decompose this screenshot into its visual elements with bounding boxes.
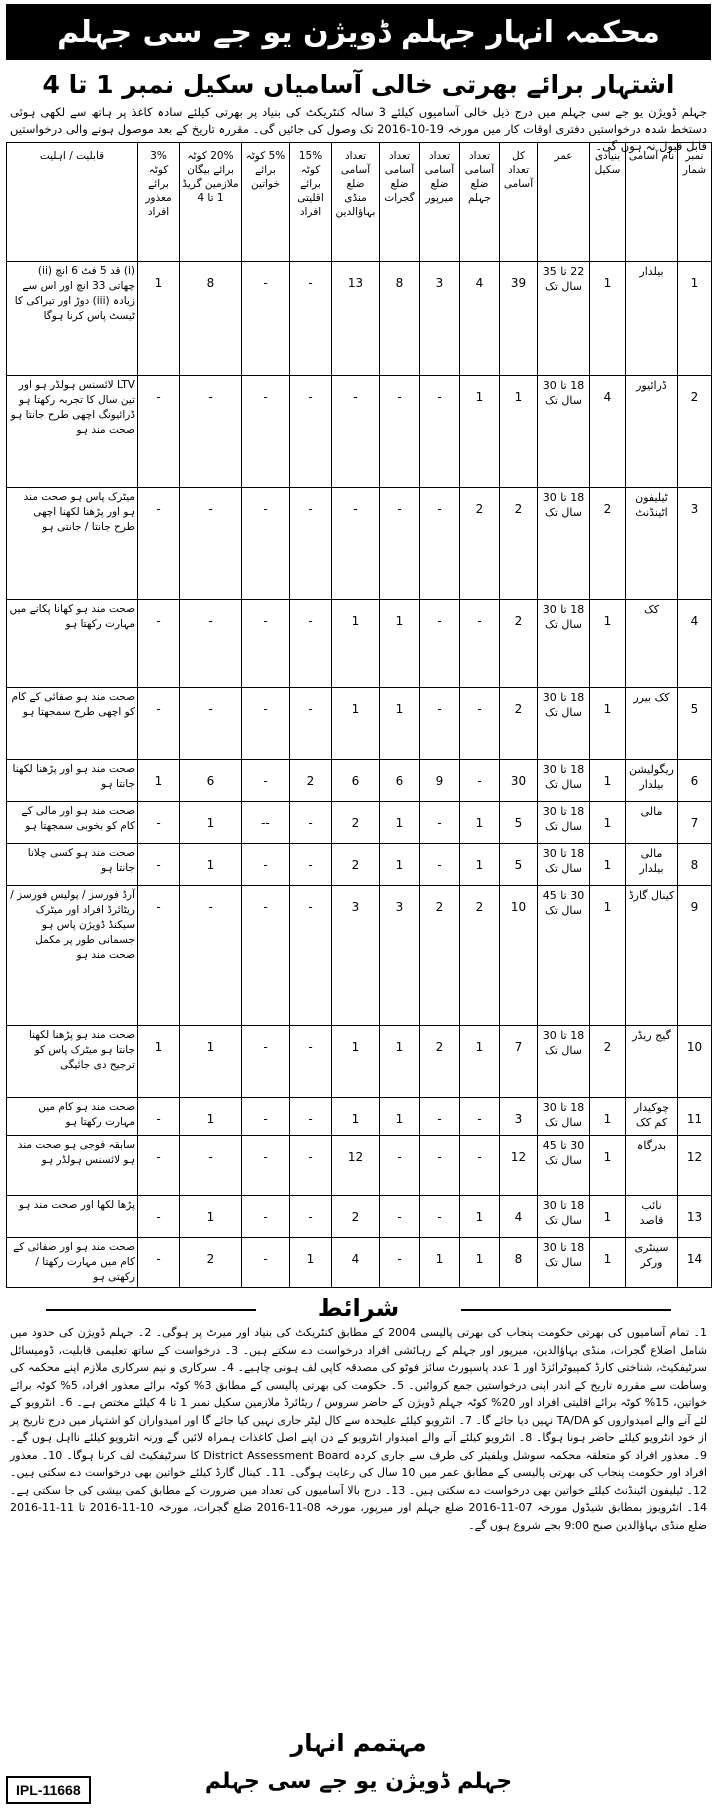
cell-jhelum: - — [460, 1098, 500, 1136]
cell-widows: 1 — [180, 1026, 242, 1098]
cell-gujrat: - — [380, 488, 420, 600]
table-row — [7, 1136, 712, 1196]
cell-qual: صحت مند ہو اور پڑھنا لکھنا جانتا ہو — [7, 760, 138, 802]
cell-widows: 1 — [180, 1098, 242, 1136]
header-sr: نمبر شمار — [678, 143, 712, 262]
cell-mbd: 1 — [332, 600, 380, 688]
table-row — [7, 1026, 712, 1098]
cell-sr: 4 — [678, 600, 712, 688]
cell-qual: پڑھا لکھا اور صحت مند ہو — [7, 1196, 138, 1238]
cell-scale: 4 — [590, 376, 626, 488]
cell-total: 2 — [500, 600, 538, 688]
cell-jhelum: 1 — [460, 1196, 500, 1238]
cell-total: 7 — [500, 1026, 538, 1098]
cell-sr: 6 — [678, 760, 712, 802]
cell-minority: - — [290, 1136, 332, 1196]
cell-mirpur: - — [420, 688, 460, 760]
cell-total: 5 — [500, 802, 538, 844]
cell-disabled: - — [138, 1238, 180, 1288]
cell-disabled: - — [138, 600, 180, 688]
table-row — [7, 1098, 712, 1136]
cell-mbd: - — [332, 376, 380, 488]
cell-mbd: 12 — [332, 1136, 380, 1196]
cell-mbd: 2 — [332, 802, 380, 844]
cell-minority: - — [290, 1098, 332, 1136]
cell-scale: 1 — [590, 844, 626, 886]
cell-mirpur: - — [420, 1098, 460, 1136]
cell-women: - — [242, 886, 290, 1026]
cell-post: بدرگاہ — [626, 1136, 678, 1196]
header-post: نام آسامی — [626, 143, 678, 262]
cell-gujrat: 6 — [380, 760, 420, 802]
cell-women: -- — [242, 802, 290, 844]
cell-women: - — [242, 262, 290, 376]
cell-jhelum: - — [460, 760, 500, 802]
table-row — [7, 600, 712, 688]
cell-post: کک — [626, 600, 678, 688]
cell-women: - — [242, 1238, 290, 1288]
cell-sr: 8 — [678, 844, 712, 886]
cell-mirpur: 1 — [420, 1238, 460, 1288]
cell-gujrat: 1 — [380, 688, 420, 760]
cell-women: - — [242, 600, 290, 688]
cell-scale: 1 — [590, 1136, 626, 1196]
cell-mirpur: - — [420, 802, 460, 844]
cell-mirpur: 9 — [420, 760, 460, 802]
cell-jhelum: 1 — [460, 1026, 500, 1098]
table-header-row — [7, 143, 712, 262]
cell-scale: 2 — [590, 1026, 626, 1098]
cell-disabled: - — [138, 802, 180, 844]
cell-minority: 1 — [290, 1238, 332, 1288]
header-qualification: قابلیت / اہلیت — [7, 143, 138, 262]
cell-qual: صحت مند ہو پڑھنا لکھنا جانتا ہو میٹرک پاس کو ترجیح دی جائیگی — [7, 1026, 138, 1098]
cell-mbd: 2 — [332, 1196, 380, 1238]
table-row — [7, 1196, 712, 1238]
cell-mirpur: 3 — [420, 262, 460, 376]
cell-total: 30 — [500, 760, 538, 802]
cell-qual: صحت مند ہو صفائی کے کام کو اچھی طرح سمجھتا ہو — [7, 688, 138, 760]
cell-sr: 13 — [678, 1196, 712, 1238]
cell-age: 18 تا 30 سال تک — [538, 760, 590, 802]
cell-scale: 1 — [590, 600, 626, 688]
cell-women: - — [242, 1196, 290, 1238]
cell-gujrat: - — [380, 1238, 420, 1288]
header-disabled-quota: 3% کوٹہ برائے معذور افراد — [138, 143, 180, 262]
cell-gujrat: 1 — [380, 1098, 420, 1136]
cell-disabled: - — [138, 376, 180, 488]
cell-scale: 1 — [590, 1196, 626, 1238]
cell-qual: صحت مند ہو اور صفائی کے کام میں مہارت رکھتا / رکھتی ہو — [7, 1238, 138, 1288]
cell-qual: آرڈ فورسز / پولیس فورسز / ریٹائرڈ افراد اور میٹرک سیکنڈ ڈویژن پاس ہو جسمانی طور پر مکمل صحت مند ہو — [7, 886, 138, 1026]
table-row — [7, 760, 712, 802]
cell-minority: - — [290, 1026, 332, 1098]
cell-widows: - — [180, 688, 242, 760]
cell-age: 18 تا 30 سال تک — [538, 1196, 590, 1238]
cell-disabled: - — [138, 1196, 180, 1238]
cell-qual: صحت مند ہو اور مالی کے کام کو بخوبی سمجھتا ہو — [7, 802, 138, 844]
header-minority-quota: 15% کوٹہ برائے اقلیتی افراد — [290, 143, 332, 262]
cell-scale: 1 — [590, 1098, 626, 1136]
cell-post: بیلدار — [626, 262, 678, 376]
header-widows-quota: 20% کوٹہ برائے بیگان ملازمین گریڈ 1 تا 4 — [180, 143, 242, 262]
cell-qual: LTV لائسنس ہولڈر ہو اور تین سال کا تجربہ رکھتا ہو ڈرائیونگ اچھی طرح جانتا ہو صحت مند ہو — [7, 376, 138, 488]
cell-post: چوکیدار کم کک — [626, 1098, 678, 1136]
cell-women: - — [242, 1026, 290, 1098]
cell-minority: - — [290, 886, 332, 1026]
cell-sr: 2 — [678, 376, 712, 488]
cell-minority: - — [290, 488, 332, 600]
cell-age: 18 تا 30 سال تک — [538, 1238, 590, 1288]
cell-jhelum: 4 — [460, 262, 500, 376]
cell-minority: - — [290, 802, 332, 844]
cell-age: 18 تا 30 سال تک — [538, 376, 590, 488]
cell-sr: 9 — [678, 886, 712, 1026]
cell-minority: - — [290, 600, 332, 688]
cell-jhelum: 1 — [460, 802, 500, 844]
cell-qual: صحت مند ہو کھانا پکانے میں مہارت رکھتا ہو — [7, 600, 138, 688]
cell-minority: - — [290, 376, 332, 488]
cell-post: مالی — [626, 802, 678, 844]
signature-title: مہتمم انہار — [290, 1729, 427, 1757]
cell-widows: - — [180, 886, 242, 1026]
header-mandi-bahauddin: تعداد آسامی ضلع منڈی بہاؤالدین — [332, 143, 380, 262]
cell-disabled: 1 — [138, 760, 180, 802]
cell-gujrat: 1 — [380, 844, 420, 886]
vacancy-table — [6, 142, 712, 1288]
cell-sr: 10 — [678, 1026, 712, 1098]
cell-jhelum: 1 — [460, 376, 500, 488]
cell-qual: صحت مند ہو کسی چلانا جانتا ہو — [7, 844, 138, 886]
table-row — [7, 488, 712, 600]
cell-widows: 1 — [180, 802, 242, 844]
cell-jhelum: 1 — [460, 844, 500, 886]
cell-sr: 11 — [678, 1098, 712, 1136]
cell-post: ٹیلیفون اٹینڈنٹ — [626, 488, 678, 600]
cell-scale: 1 — [590, 886, 626, 1026]
cell-disabled: - — [138, 844, 180, 886]
reference-number: IPL-11668 — [6, 1776, 91, 1804]
cell-widows: 8 — [180, 262, 242, 376]
cell-sr: 1 — [678, 262, 712, 376]
cell-women: - — [242, 1136, 290, 1196]
cell-total: 1 — [500, 376, 538, 488]
cell-gujrat: 8 — [380, 262, 420, 376]
cell-jhelum: 2 — [460, 488, 500, 600]
cell-jhelum: 2 — [460, 886, 500, 1026]
cell-age: 18 تا 30 سال تک — [538, 1098, 590, 1136]
cell-widows: 6 — [180, 760, 242, 802]
cell-women: - — [242, 488, 290, 600]
table-row — [7, 376, 712, 488]
cell-total: 10 — [500, 886, 538, 1026]
cell-jhelum: 1 — [460, 1238, 500, 1288]
cell-women: - — [242, 688, 290, 760]
cell-qual: سابقہ فوجی ہو صحت مند ہو لائسنس ہولڈر ہو — [7, 1136, 138, 1196]
cell-minority: - — [290, 262, 332, 376]
cell-scale: 1 — [590, 688, 626, 760]
cell-women: - — [242, 760, 290, 802]
signature-office: جہلم ڈویژن یو جے سی جہلم — [204, 1769, 513, 1794]
cell-qual: میٹرک پاس ہو صحت مند ہو اور پڑھنا لکھنا اچھی طرح جانتا / جانتی ہو — [7, 488, 138, 600]
cell-post: سینٹری ورکر — [626, 1238, 678, 1288]
cell-age: 18 تا 30 سال تک — [538, 688, 590, 760]
intro-paragraph: جہلم ڈویژن یو جے سی جہلم میں درج ذیل خالی آسامیوں کیلئے 3 سالہ کنٹریکٹ کی بنیاد پر بھرتی کیلئے سادہ کاغذ پر ہاتھ سے لکھی ہوئی دستخط شدہ درخواستیں دفتری اوقات کار میں مورخہ 19-10-2016 تک وصول کی جائیں گی۔ مقررہ تاریخ کے بعد موصول ہونے والی درخواستیں قابل قبول نہ ہوں گی۔ — [10, 105, 707, 153]
cell-disabled: - — [138, 1136, 180, 1196]
cell-sr: 3 — [678, 488, 712, 600]
cell-minority: - — [290, 688, 332, 760]
cell-mbd: 2 — [332, 844, 380, 886]
header-jhelum: تعداد آسامی ضلع جہلم — [460, 143, 500, 262]
cell-scale: 2 — [590, 488, 626, 600]
cell-total: 12 — [500, 1136, 538, 1196]
cell-age: 18 تا 30 سال تک — [538, 844, 590, 886]
cell-sr: 14 — [678, 1238, 712, 1288]
cell-age: 18 تا 30 سال تک — [538, 1026, 590, 1098]
cell-disabled: - — [138, 688, 180, 760]
cell-mbd: 1 — [332, 1098, 380, 1136]
cell-age: 18 تا 30 سال تک — [538, 802, 590, 844]
table-row — [7, 1238, 712, 1288]
cell-disabled: - — [138, 1098, 180, 1136]
cell-women: - — [242, 844, 290, 886]
cell-widows: 1 — [180, 844, 242, 886]
cell-mirpur: 2 — [420, 886, 460, 1026]
cell-sr: 7 — [678, 802, 712, 844]
header-mirpur: تعداد آسامی ضلع میرپور — [420, 143, 460, 262]
cell-widows: - — [180, 1136, 242, 1196]
cell-post: کک بیرر — [626, 688, 678, 760]
cell-sr: 12 — [678, 1136, 712, 1196]
cell-total: 8 — [500, 1238, 538, 1288]
cell-total: 2 — [500, 688, 538, 760]
cell-total: 3 — [500, 1098, 538, 1136]
cell-total: 4 — [500, 1196, 538, 1238]
cell-jhelum: - — [460, 688, 500, 760]
table-row — [7, 688, 712, 760]
cell-mirpur: - — [420, 600, 460, 688]
cell-minority: - — [290, 844, 332, 886]
header-total: کل تعداد آسامی — [500, 143, 538, 262]
cell-age: 30 تا 45 سال تک — [538, 886, 590, 1026]
cell-scale: 1 — [590, 1238, 626, 1288]
cell-post: ریگولیشن بیلدار — [626, 760, 678, 802]
cell-post: کینال گارڈ — [626, 886, 678, 1026]
cell-age: 30 تا 45 سال تک — [538, 1136, 590, 1196]
cell-disabled: 1 — [138, 262, 180, 376]
cell-widows: 1 — [180, 1196, 242, 1238]
cell-women: - — [242, 1098, 290, 1136]
cell-mbd: 13 — [332, 262, 380, 376]
cell-mbd: 1 — [332, 1026, 380, 1098]
cell-minority: 2 — [290, 760, 332, 802]
header-women-quota: 5% کوٹہ برائے خواتین — [242, 143, 290, 262]
cell-gujrat: - — [380, 1196, 420, 1238]
table-row — [7, 844, 712, 886]
cell-mirpur: - — [420, 1136, 460, 1196]
cell-jhelum: - — [460, 600, 500, 688]
cell-gujrat: 1 — [380, 802, 420, 844]
cell-qual: (i) قد 5 فٹ 6 انچ (ii) چھاتی 33 انچ اور اس سے زیادہ (iii) دوڑ اور تیراکی کا ٹیسٹ پاس کرنا ہوگا — [7, 262, 138, 376]
cell-gujrat: 1 — [380, 600, 420, 688]
cell-post: گیج ریڈر — [626, 1026, 678, 1098]
cell-post: مالی بیلدار — [626, 844, 678, 886]
table-row — [7, 802, 712, 844]
advertisement-subtitle: اشتہار برائے بھرتی خالی آسامیاں سکیل نمبر 1 تا 4 — [42, 70, 675, 99]
cell-disabled: 1 — [138, 1026, 180, 1098]
cell-mbd: 4 — [332, 1238, 380, 1288]
department-title: محکمہ انہار جہلم ڈویژن یو جے سی جہلم — [6, 4, 711, 60]
cell-minority: - — [290, 1196, 332, 1238]
cell-post: نائب قاصد — [626, 1196, 678, 1238]
cell-mirpur: 2 — [420, 1026, 460, 1098]
cell-sr: 5 — [678, 688, 712, 760]
cell-widows: - — [180, 600, 242, 688]
conditions-heading: شرائط — [6, 1294, 711, 1324]
table-row — [7, 262, 712, 376]
cell-women: - — [242, 376, 290, 488]
cell-widows: 2 — [180, 1238, 242, 1288]
cell-mirpur: - — [420, 1196, 460, 1238]
cell-mbd: 6 — [332, 760, 380, 802]
cell-mbd: - — [332, 488, 380, 600]
cell-total: 5 — [500, 844, 538, 886]
cell-disabled: - — [138, 886, 180, 1026]
cell-mbd: 1 — [332, 688, 380, 760]
cell-scale: 1 — [590, 760, 626, 802]
header-age: عمر — [538, 143, 590, 262]
cell-widows: - — [180, 376, 242, 488]
header-scale: بنیادی سکیل — [590, 143, 626, 262]
table-row — [7, 886, 712, 1026]
cell-gujrat: - — [380, 1136, 420, 1196]
cell-gujrat: - — [380, 376, 420, 488]
cell-total: 2 — [500, 488, 538, 600]
cell-widows: - — [180, 488, 242, 600]
header-gujrat: تعداد آسامی ضلع گجرات — [380, 143, 420, 262]
cell-scale: 1 — [590, 262, 626, 376]
conditions-text: 1۔ تمام آسامیوں کی بھرتی حکومت پنجاب کی بھرتی پالیسی 2004 کے مطابق کنٹریکٹ کی بنیاد اور میرٹ پر ہوگی۔ 2۔ جہلم ڈویژن کی حدود میں شامل اضلاع گجرات، منڈی بہاؤالدین، میرپور اور جہلم کے رہائشی افراد درخواست دے سکتے ہیں۔ 3۔ درخواست کے ساتھ تعلیمی قابلیت، ڈومیسائل سرٹیفکیٹ، شناختی کارڈ کمپیوٹرائزڈ اور 1 عدد پاسپورٹ سائز فوٹو کی مصدقہ کاپی لف ہونی چاہیے۔ 4۔ سرکاری و نیم سرکاری ملازم اپنے محکمہ کی وساطت سے مقررہ تاریخ کے اندر اپنی درخواستیں جمع کروائیں۔ 5۔ حکومت کی بھرتی پالیسی کے مطابق 3% کوٹہ برائے معذور افراد، 5% کوٹہ برائے خواتین، 15% کوٹہ برائے اقلیتی افراد اور 20% کوٹہ جہلم ڈویژن کے حاضر سروس / ریٹائرڈ ملازمین سکیل نمبر 1 تا 4 کیلئے مختص ہے۔ 6۔ انٹرویو کے لئے آنے والے امیدواروں کو TA/DA نہیں دیا جائے گا۔ 7۔ انٹرویو کیلئے علیحدہ سے کال لیٹر جاری نہیں کیا جائے گا اور امیدواران کو اشتہار میں درج تاریخ پر از خود انٹرویو کیلئے حاضر ہونا ہوگا۔ 8۔ انٹرویو کیلئے آنے والے امیدوار انٹرویو کے دن اپنے اصل کاغذات ہمراہ لائیں گے ورنہ انٹرویو کیلئے نااہل ہوں گے۔ 9۔ معذور افراد کو متعلقہ محکمہ سوشل ویلفیئر کی طرف سے جاری کردہ District Assessment Board کا سرٹیفکیٹ لف کرنا ہوگا۔ 10۔ معذور افراد اور حکومت پنجاب کی بھرتی پالیسی کے مطابق عمر میں 10 سال کی رعایت ہوگی۔ 11۔ کینال گارڈ کیلئے خواتین بھی درخواست دے سکتی ہیں۔ 12۔ ٹیلیفون اٹینڈنٹ کیلئے خواتین بھی درخواست دے سکتی ہیں۔ 13۔ درج بالا آسامیوں کی تعداد میں ضرورت کے مطابق کمی بیشی کی جا سکتی ہے۔ 14۔ انٹرویوز بمطابق شیڈول مورخہ 07-11-2016 ضلع جہلم اور میرپور، مورخہ 08-11-2016 ضلع گجرات، مورخہ 10-11-2016 تا 11-11-2016 ضلع منڈی بہاؤالدین صبح 9:00 بجے شروع ہوں گے۔ — [9, 1326, 708, 1532]
cell-mirpur: - — [420, 376, 460, 488]
cell-gujrat: 1 — [380, 1026, 420, 1098]
cell-age: 22 تا 35 سال تک — [538, 262, 590, 376]
cell-gujrat: 3 — [380, 886, 420, 1026]
cell-mirpur: - — [420, 488, 460, 600]
cell-mbd: 3 — [332, 886, 380, 1026]
cell-mirpur: - — [420, 844, 460, 886]
cell-total: 39 — [500, 262, 538, 376]
cell-age: 18 تا 30 سال تک — [538, 600, 590, 688]
cell-disabled: - — [138, 488, 180, 600]
cell-qual: صحت مند ہو کام میں مہارت رکھتا ہو — [7, 1098, 138, 1136]
cell-jhelum: - — [460, 1136, 500, 1196]
cell-scale: 1 — [590, 802, 626, 844]
cell-post: ڈرائیور — [626, 376, 678, 488]
cell-age: 18 تا 30 سال تک — [538, 488, 590, 600]
signature-block — [6, 1724, 711, 1814]
